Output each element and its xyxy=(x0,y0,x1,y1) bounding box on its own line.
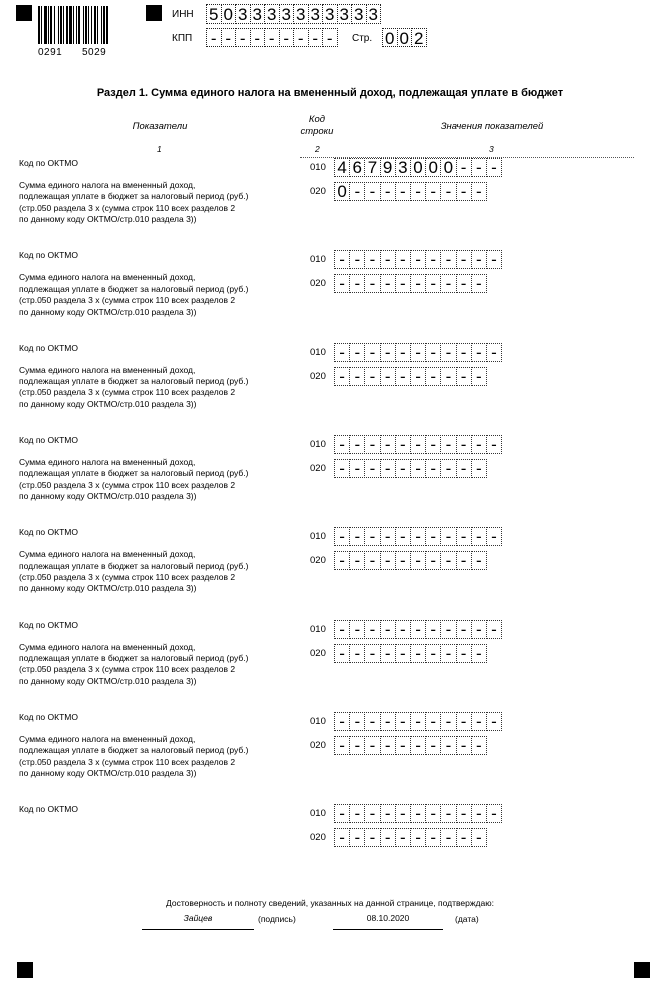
oktmo-field xyxy=(334,620,501,639)
date-label: (дата) xyxy=(455,914,479,924)
char-cell: - xyxy=(471,367,487,386)
char-cell: 3 xyxy=(351,4,367,24)
line-code-010: 010 xyxy=(310,715,326,727)
char-cell: - xyxy=(364,459,380,478)
char-cell: - xyxy=(471,343,487,362)
page-label: Стр. xyxy=(352,33,373,44)
char-cell: - xyxy=(440,527,456,546)
char-cell: - xyxy=(380,527,396,546)
char-cell: - xyxy=(364,551,380,570)
tax-amount-label-line: Сумма единого налога на вмененный доход, xyxy=(19,364,196,375)
tax-amount-label-line: по данному коду ОКТМО/стр.010 раздела 3)) xyxy=(19,214,197,225)
oktmo-field xyxy=(334,158,501,177)
char-cell: - xyxy=(486,620,502,639)
char-cell: - xyxy=(440,274,456,293)
tax-amount-label-line: Сумма единого налога на вмененный доход, xyxy=(19,272,196,283)
char-cell: - xyxy=(456,158,472,177)
oktmo-field xyxy=(334,435,501,454)
char-cell: - xyxy=(395,804,411,823)
char-cell: - xyxy=(425,644,441,663)
char-cell: - xyxy=(380,274,396,293)
char-cell: - xyxy=(334,459,350,478)
oktmo-label: Код по ОКТМО xyxy=(19,804,78,815)
line-code-020: 020 xyxy=(310,555,326,567)
char-cell: - xyxy=(440,182,456,201)
tax-amount-label-line: по данному коду ОКТМО/стр.010 раздела 3)) xyxy=(19,768,197,779)
oktmo-label: Код по ОКТМО xyxy=(19,342,78,353)
char-cell: 3 xyxy=(235,4,251,24)
char-cell: 4 xyxy=(334,158,350,177)
char-cell: - xyxy=(471,250,487,269)
char-cell: - xyxy=(440,551,456,570)
line-code-020: 020 xyxy=(310,832,326,844)
char-cell: - xyxy=(410,250,426,269)
char-cell: 3 xyxy=(293,4,309,24)
char-cell: - xyxy=(250,28,266,47)
column-number-3: 3 xyxy=(489,144,494,154)
char-cell: - xyxy=(380,435,396,454)
tax-amount-field xyxy=(334,644,486,663)
char-cell: - xyxy=(425,527,441,546)
char-cell: - xyxy=(349,182,365,201)
tax-amount-label xyxy=(19,180,248,226)
oktmo-field xyxy=(334,343,501,362)
char-cell: 7 xyxy=(364,158,380,177)
tax-amount-field xyxy=(334,736,486,755)
char-cell: 0 xyxy=(425,158,441,177)
char-cell: 3 xyxy=(366,4,382,24)
line-code-010: 010 xyxy=(310,623,326,635)
column-number-1: 1 xyxy=(157,144,162,154)
line-code-010: 010 xyxy=(310,531,326,543)
char-cell: - xyxy=(456,250,472,269)
char-cell: - xyxy=(395,274,411,293)
tax-amount-label xyxy=(19,272,248,318)
signature-line xyxy=(142,929,254,930)
barcode-number-part1: 0291 xyxy=(38,47,63,58)
char-cell: - xyxy=(425,551,441,570)
char-cell: - xyxy=(380,459,396,478)
char-cell: - xyxy=(349,343,365,362)
page-number-field xyxy=(382,28,426,48)
tax-amount-label-line: по данному коду ОКТМО/стр.010 раздела 3)) xyxy=(19,675,197,686)
char-cell: - xyxy=(425,343,441,362)
char-cell: - xyxy=(364,182,380,201)
char-cell: - xyxy=(410,459,426,478)
char-cell: 3 xyxy=(250,4,266,24)
char-cell: - xyxy=(380,712,396,731)
tax-amount-label-line: Сумма единого налога на вмененный доход, xyxy=(19,456,196,467)
char-cell: - xyxy=(471,736,487,755)
char-cell: - xyxy=(380,182,396,201)
char-cell: - xyxy=(308,28,324,47)
tax-amount-label-line: Сумма единого налога на вмененный доход, xyxy=(19,641,196,652)
char-cell: - xyxy=(410,435,426,454)
char-cell: - xyxy=(425,435,441,454)
char-cell: - xyxy=(456,620,472,639)
tax-amount-label-line: по данному коду ОКТМО/стр.010 раздела 3)) xyxy=(19,306,197,317)
char-cell: - xyxy=(395,435,411,454)
char-cell: - xyxy=(349,712,365,731)
char-cell: - xyxy=(410,828,426,847)
char-cell: - xyxy=(456,736,472,755)
char-cell: - xyxy=(440,620,456,639)
char-cell: - xyxy=(471,620,487,639)
char-cell: - xyxy=(456,527,472,546)
barcode-number-part2: 5029 xyxy=(82,47,107,58)
inn-field xyxy=(206,4,380,24)
corner-marker-top-left xyxy=(16,5,32,21)
char-cell: - xyxy=(349,527,365,546)
char-cell: - xyxy=(410,343,426,362)
char-cell: 3 xyxy=(322,4,338,24)
char-cell: - xyxy=(456,182,472,201)
char-cell: 0 xyxy=(334,182,350,201)
char-cell: - xyxy=(425,182,441,201)
char-cell: - xyxy=(380,551,396,570)
char-cell: - xyxy=(334,551,350,570)
char-cell: - xyxy=(395,712,411,731)
char-cell: - xyxy=(440,736,456,755)
char-cell: - xyxy=(206,28,222,47)
oktmo-label: Код по ОКТМО xyxy=(19,434,78,445)
char-cell: - xyxy=(440,435,456,454)
char-cell: 0 xyxy=(382,28,398,47)
char-cell: - xyxy=(425,459,441,478)
char-cell: - xyxy=(440,804,456,823)
char-cell: - xyxy=(380,250,396,269)
oktmo-label: Код по ОКТМО xyxy=(19,619,78,630)
char-cell: - xyxy=(395,736,411,755)
line-code-020: 020 xyxy=(310,739,326,751)
char-cell: - xyxy=(425,620,441,639)
char-cell: 0 xyxy=(410,158,426,177)
char-cell: - xyxy=(425,736,441,755)
line-code-010: 010 xyxy=(310,254,326,266)
section-title: Раздел 1. Сумма единого налога на вмененный доход, подлежащая уплате в бюджет xyxy=(96,87,564,99)
char-cell: - xyxy=(425,828,441,847)
char-cell: - xyxy=(364,274,380,293)
char-cell: - xyxy=(456,274,472,293)
char-cell: - xyxy=(456,367,472,386)
corner-marker-bottom-left xyxy=(17,962,33,978)
char-cell: - xyxy=(440,250,456,269)
char-cell: - xyxy=(410,527,426,546)
char-cell: - xyxy=(456,459,472,478)
char-cell: - xyxy=(322,28,338,47)
char-cell: - xyxy=(349,804,365,823)
char-cell: - xyxy=(349,367,365,386)
char-cell: - xyxy=(364,435,380,454)
char-cell: - xyxy=(410,712,426,731)
confirmation-statement: Достоверность и полноту сведений, указанных на данной странице, подтверждаю: xyxy=(166,898,494,908)
date-value: 08.10.2020 xyxy=(366,913,410,923)
char-cell: - xyxy=(395,828,411,847)
tax-amount-field xyxy=(334,828,486,847)
tax-amount-label xyxy=(19,734,248,780)
char-cell: - xyxy=(380,736,396,755)
char-cell: 0 xyxy=(397,28,413,47)
tax-amount-label-line: (стр.050 раздела 3 х (сумма строк 110 всех разделов 2 xyxy=(19,572,236,582)
char-cell: - xyxy=(425,804,441,823)
char-cell: - xyxy=(221,28,237,47)
oktmo-label: Код по ОКТМО xyxy=(19,250,78,261)
tax-amount-label-line: подлежащая уплате в бюджет за налоговый период (руб.) xyxy=(19,191,249,202)
inn-label: ИНН xyxy=(172,9,194,20)
char-cell: - xyxy=(410,804,426,823)
tax-amount-label-line: (стр.050 раздела 3 х (сумма строк 110 всех разделов 2 xyxy=(19,756,236,767)
oktmo-field xyxy=(334,250,501,269)
tax-amount-label xyxy=(19,549,248,595)
char-cell: - xyxy=(334,274,350,293)
char-cell: - xyxy=(334,250,350,269)
char-cell: - xyxy=(410,274,426,293)
char-cell: - xyxy=(395,182,411,201)
char-cell: - xyxy=(279,28,295,47)
char-cell: 0 xyxy=(440,158,456,177)
char-cell: - xyxy=(334,736,350,755)
tax-amount-label-line: по данному коду ОКТМО/стр.010 раздела 3)) xyxy=(19,491,197,502)
corner-marker-bottom-right xyxy=(634,962,650,978)
char-cell: - xyxy=(364,644,380,663)
tax-amount-label-line: Сумма единого налога на вмененный доход, xyxy=(19,733,196,744)
tax-amount-label-line: (стр.050 раздела 3 х (сумма строк 110 всех разделов 2 xyxy=(19,387,236,398)
char-cell: - xyxy=(456,551,472,570)
char-cell: - xyxy=(410,182,426,201)
char-cell: - xyxy=(364,712,380,731)
tax-amount-label xyxy=(19,642,248,688)
tax-amount-label-line: подлежащая уплате в бюджет за налоговый период (руб.) xyxy=(19,560,249,571)
char-cell: - xyxy=(364,620,380,639)
char-cell: - xyxy=(380,644,396,663)
char-cell: - xyxy=(364,250,380,269)
char-cell: - xyxy=(471,459,487,478)
char-cell: - xyxy=(471,828,487,847)
char-cell: - xyxy=(349,620,365,639)
char-cell: - xyxy=(380,620,396,639)
oktmo-label: Код по ОКТМО xyxy=(19,527,78,538)
column-header-indicators: Показатели xyxy=(132,121,188,132)
char-cell: - xyxy=(486,527,502,546)
char-cell: - xyxy=(471,527,487,546)
char-cell: - xyxy=(425,712,441,731)
signature-label: (подпись) xyxy=(258,914,296,924)
char-cell: - xyxy=(440,343,456,362)
char-cell: - xyxy=(410,551,426,570)
char-cell: 0 xyxy=(221,4,237,24)
char-cell: - xyxy=(334,804,350,823)
char-cell: - xyxy=(486,712,502,731)
char-cell: - xyxy=(395,459,411,478)
char-cell: - xyxy=(410,736,426,755)
char-cell: 2 xyxy=(411,28,427,47)
char-cell: - xyxy=(471,158,487,177)
char-cell: - xyxy=(349,459,365,478)
line-code-020: 020 xyxy=(310,370,326,382)
line-code-010: 010 xyxy=(310,162,326,173)
char-cell: - xyxy=(380,367,396,386)
column-header-code: Код строки xyxy=(300,114,334,137)
char-cell: - xyxy=(334,527,350,546)
char-cell: - xyxy=(440,828,456,847)
char-cell: - xyxy=(349,828,365,847)
char-cell: - xyxy=(364,527,380,546)
char-cell: - xyxy=(471,182,487,201)
char-cell: - xyxy=(410,367,426,386)
char-cell: - xyxy=(349,250,365,269)
char-cell: - xyxy=(349,274,365,293)
date-line xyxy=(333,929,443,930)
char-cell: - xyxy=(471,435,487,454)
char-cell: 3 xyxy=(308,4,324,24)
char-cell: - xyxy=(334,367,350,386)
char-cell: - xyxy=(349,435,365,454)
tax-amount-label-line: подлежащая уплате в бюджет за налоговый период (руб.) xyxy=(19,652,249,663)
corner-marker-top-right xyxy=(146,5,162,21)
line-code-010: 010 xyxy=(310,346,326,358)
char-cell: - xyxy=(334,828,350,847)
char-cell: 5 xyxy=(206,4,222,24)
char-cell: - xyxy=(471,274,487,293)
char-cell: - xyxy=(440,644,456,663)
tax-amount-field xyxy=(334,274,486,293)
oktmo-label: Код по ОКТМО xyxy=(19,711,78,722)
char-cell: - xyxy=(471,804,487,823)
char-cell: - xyxy=(486,435,502,454)
tax-amount-field xyxy=(334,459,486,478)
char-cell: - xyxy=(334,435,350,454)
char-cell: - xyxy=(486,804,502,823)
char-cell: - xyxy=(264,28,280,47)
char-cell: 3 xyxy=(337,4,353,24)
char-cell: - xyxy=(456,435,472,454)
kpp-field xyxy=(206,28,337,48)
oktmo-field xyxy=(334,712,501,731)
barcode xyxy=(38,6,130,44)
char-cell: - xyxy=(364,367,380,386)
char-cell: - xyxy=(395,367,411,386)
char-cell: - xyxy=(456,644,472,663)
char-cell: - xyxy=(471,644,487,663)
line-code-020: 020 xyxy=(310,278,326,290)
char-cell: - xyxy=(425,250,441,269)
char-cell: - xyxy=(293,28,309,47)
char-cell: - xyxy=(235,28,251,47)
oktmo-label: Код по ОКТМО xyxy=(19,158,78,168)
tax-amount-label-line: Сумма единого налога на вмененный доход, xyxy=(19,180,196,190)
char-cell: - xyxy=(425,367,441,386)
char-cell: - xyxy=(410,620,426,639)
char-cell: - xyxy=(349,551,365,570)
char-cell: - xyxy=(395,527,411,546)
char-cell: - xyxy=(440,367,456,386)
char-cell: - xyxy=(334,644,350,663)
line-code-020: 020 xyxy=(310,462,326,474)
char-cell: - xyxy=(380,804,396,823)
char-cell: - xyxy=(456,343,472,362)
char-cell: - xyxy=(334,343,350,362)
char-cell: - xyxy=(395,620,411,639)
char-cell: - xyxy=(380,828,396,847)
char-cell: - xyxy=(364,828,380,847)
tax-amount-label-line: (стр.050 раздела 3 х (сумма строк 110 всех разделов 2 xyxy=(19,479,236,490)
char-cell: - xyxy=(486,250,502,269)
char-cell: - xyxy=(456,712,472,731)
char-cell: - xyxy=(456,828,472,847)
char-cell: - xyxy=(334,620,350,639)
char-cell: - xyxy=(410,644,426,663)
tax-amount-label-line: подлежащая уплате в бюджет за налоговый период (руб.) xyxy=(19,376,249,386)
kpp-label: КПП xyxy=(172,33,193,44)
tax-amount-label-line: по данному коду ОКТМО/стр.010 раздела 3)) xyxy=(19,583,197,594)
char-cell: 9 xyxy=(380,158,396,177)
char-cell: - xyxy=(395,343,411,362)
char-cell: - xyxy=(425,274,441,293)
char-cell: - xyxy=(486,343,502,362)
line-code-010: 010 xyxy=(310,438,326,450)
char-cell: 3 xyxy=(264,4,280,24)
char-cell: - xyxy=(456,804,472,823)
char-cell: - xyxy=(364,736,380,755)
column-number-2: 2 xyxy=(315,144,320,154)
char-cell: 3 xyxy=(279,4,295,24)
tax-amount-label-line: (стр.050 раздела 3 х (сумма строк 110 всех разделов 2 xyxy=(19,295,236,306)
tax-amount-field xyxy=(334,551,486,570)
signature-value: Зайцев xyxy=(183,913,213,923)
char-cell: - xyxy=(440,459,456,478)
tax-amount-label xyxy=(19,457,248,503)
char-cell: - xyxy=(395,551,411,570)
tax-amount-label-line: Сумма единого налога на вмененный доход, xyxy=(19,549,196,560)
char-cell: - xyxy=(486,158,502,177)
char-cell: 3 xyxy=(395,158,411,177)
tax-amount-label xyxy=(19,365,248,411)
barcode-bars xyxy=(38,6,130,44)
column-header-values: Значения показателей xyxy=(440,121,544,132)
char-cell: - xyxy=(395,644,411,663)
tax-amount-label-line: по данному коду ОКТМО/стр.010 раздела 3)) xyxy=(19,398,197,409)
char-cell: - xyxy=(395,250,411,269)
tax-amount-label-line: подлежащая уплате в бюджет за налоговый период (руб.) xyxy=(19,745,249,756)
tax-amount-label-line: (стр.050 раздела 3 х (сумма строк 110 всех разделов 2 xyxy=(19,202,236,213)
char-cell: - xyxy=(380,343,396,362)
line-code-020: 020 xyxy=(310,647,326,659)
char-cell: 6 xyxy=(349,158,365,177)
tax-amount-label-line: подлежащая уплате в бюджет за налоговый период (руб.) xyxy=(19,468,249,479)
char-cell: - xyxy=(334,712,350,731)
line-code-010: 010 xyxy=(310,808,326,820)
char-cell: - xyxy=(471,551,487,570)
oktmo-field xyxy=(334,804,501,823)
char-cell: - xyxy=(364,343,380,362)
char-cell: - xyxy=(349,736,365,755)
char-cell: - xyxy=(471,712,487,731)
line-code-020: 020 xyxy=(310,186,326,197)
char-cell: - xyxy=(440,712,456,731)
oktmo-field xyxy=(334,527,501,546)
tax-amount-field xyxy=(334,182,486,201)
tax-amount-label-line: (стр.050 раздела 3 х (сумма строк 110 всех разделов 2 xyxy=(19,664,236,675)
tax-amount-field xyxy=(334,367,486,386)
tax-amount-label-line: подлежащая уплате в бюджет за налоговый период (руб.) xyxy=(19,283,249,294)
char-cell: - xyxy=(349,644,365,663)
barcode-number xyxy=(38,47,130,58)
char-cell: - xyxy=(364,804,380,823)
